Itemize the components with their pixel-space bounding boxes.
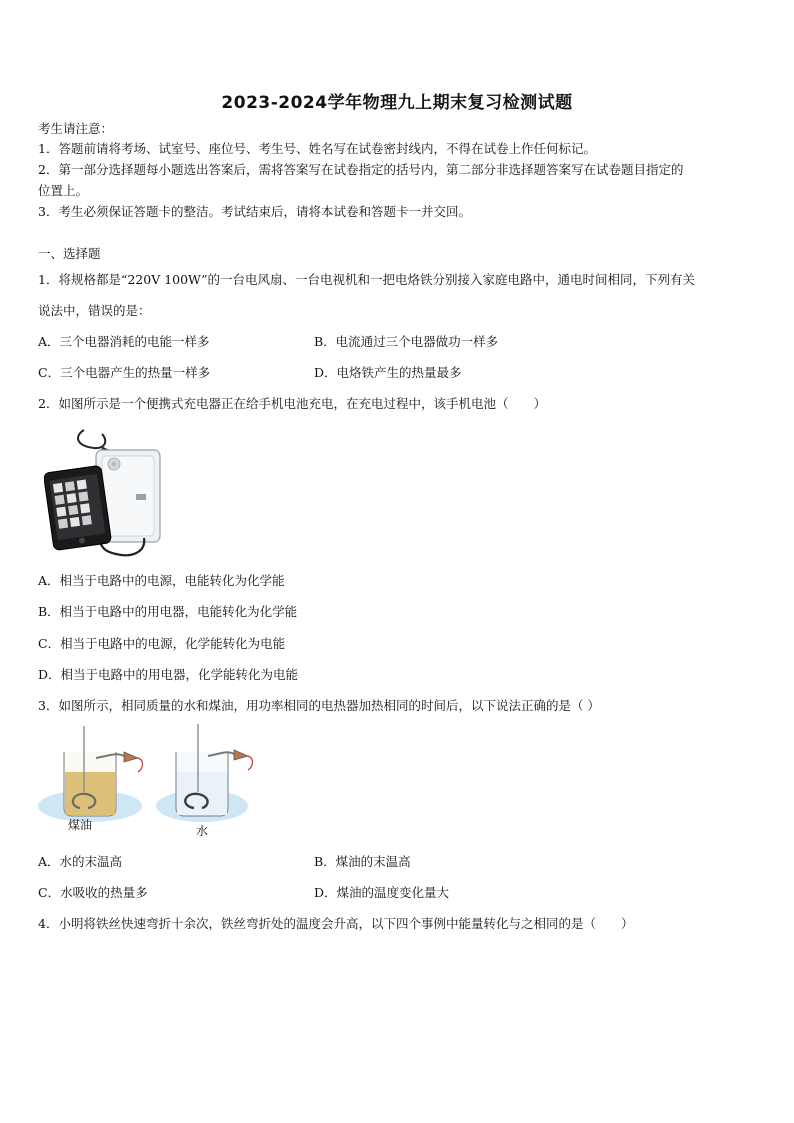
notice-item-2: 2．第一部分选择题每小题选出答案后，需将答案写在试卷指定的括号内，第二部分非选择题答案写在试卷题目指定的 — [38, 162, 684, 177]
q1-option-c: C．三个电器产生的热量一样多 — [38, 365, 211, 380]
q3-option-c: C．水吸收的热量多 — [38, 885, 148, 900]
page-title: 2023-2024学年物理九上期末复习检测试题 — [221, 93, 573, 113]
q1-stem-line-2: 说法中，错误的是： — [38, 303, 151, 318]
q2-option-c: C．相当于电路中的电源，化学能转化为电能 — [38, 636, 286, 651]
water-label: 水 — [196, 824, 209, 838]
q3-option-d: D．煤油的温度变化量大 — [314, 885, 450, 900]
q1-option-a: A．三个电器消耗的电能一样多 — [38, 334, 210, 349]
notice-item-2-cont: 位置上。 — [38, 183, 89, 198]
charger-phone-image — [44, 424, 166, 560]
notice-item-1: 1．答题前请将考场、试室号、座位号、考生号、姓名写在试卷密封线内，不得在试卷上作任何标记。 — [38, 141, 596, 156]
notice-item-3: 3．考生必须保证答题卡的整洁。考试结束后，请将本试卷和答题卡一并交回。 — [38, 204, 471, 219]
q1-option-b: B．电流通过三个电器做功一样多 — [314, 334, 499, 349]
kerosene-label: 煤油 — [68, 818, 93, 832]
kerosene-beaker-image — [38, 722, 150, 832]
q1-stem-line-1: 1．将规格都是“220V 100W”的一台电风扇、一台电视机和一把电烙铁分别接入家庭电路中，通电时间相同，下列有关 — [38, 272, 696, 287]
q2-option-b: B．相当于电路中的用电器，电能转化为化学能 — [38, 604, 298, 619]
q4-stem: 4．小明将铁丝快速弯折十余次，铁丝弯折处的温度会升高，以下四个事例中能量转化与之相同的是（ ） — [38, 916, 634, 931]
q3-option-a: A．水的末温高 — [38, 854, 123, 869]
q2-stem: 2．如图所示是一个便携式充电器正在给手机电池充电，在充电过程中，该手机电池（ ） — [38, 396, 546, 411]
q2-option-d: D．相当于电路中的用电器，化学能转化为电能 — [38, 667, 299, 682]
q1-option-d: D．电烙铁产生的热量最多 — [314, 365, 462, 380]
section-heading: 一、选择题 — [38, 246, 101, 261]
notice-heading: 考生请注意： — [38, 121, 114, 136]
q3-option-b: B．煤油的末温高 — [314, 854, 411, 869]
q3-stem: 3．如图所示，相同质量的水和煤油，用功率相同的电热器加热相同的时间后，以下说法正确的是（ ） — [38, 698, 600, 713]
water-beaker-image — [156, 722, 260, 828]
q2-option-a: A．相当于电路中的电源，电能转化为化学能 — [38, 573, 285, 588]
